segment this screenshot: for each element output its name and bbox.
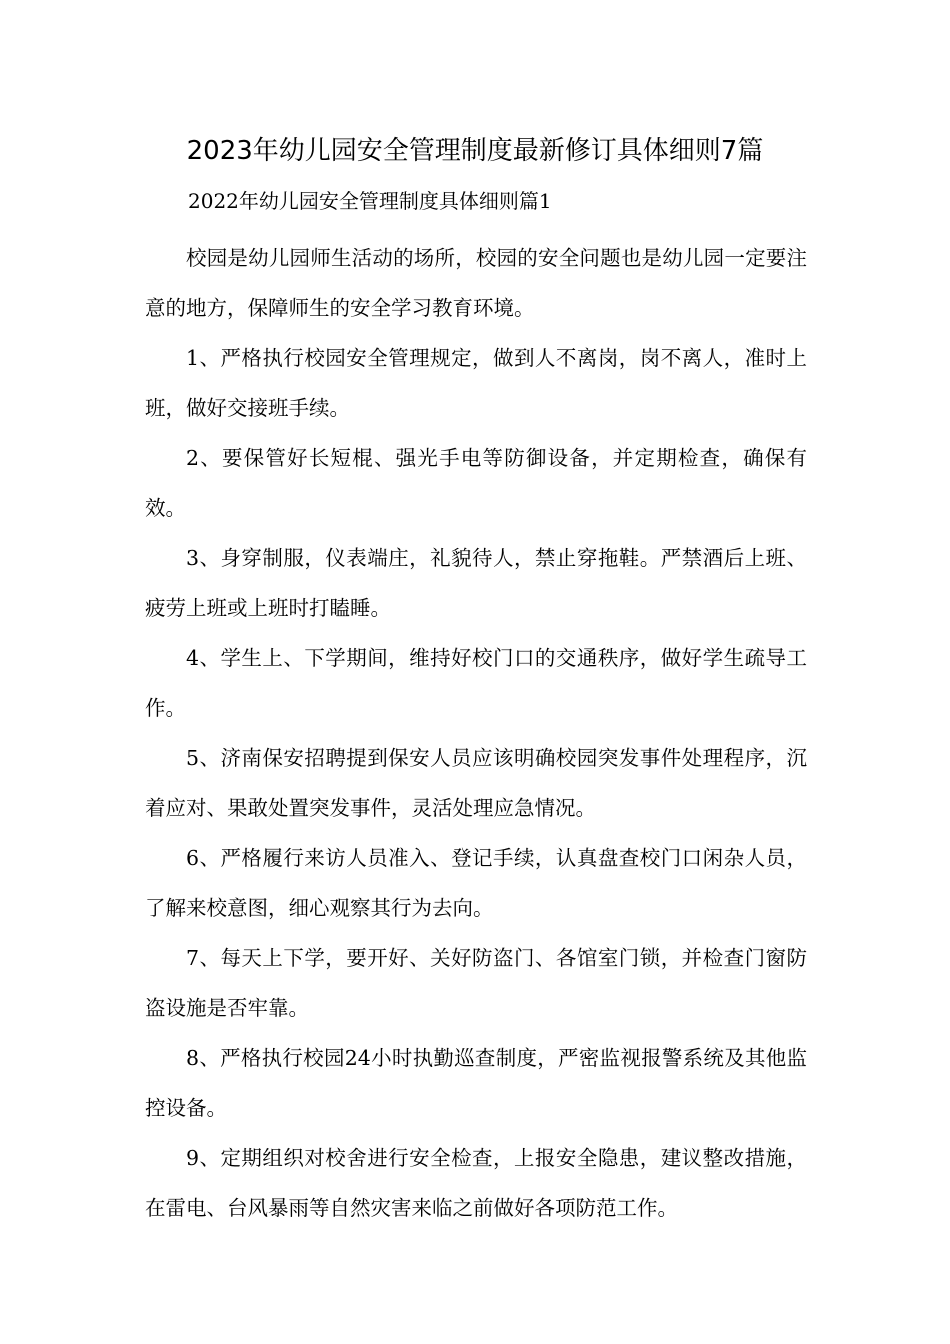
section-heading: 2022年幼儿园安全管理制度具体细则篇1	[188, 189, 552, 213]
paragraph-item-6: 6、严格履行来访人员准入、登记手续，认真盘查校门口闲杂人员，了解来校意图，细心观察其行为去向。	[145, 846, 807, 920]
paragraph-item-5: 5、济南保安招聘提到保安人员应该明确校园突发事件处理程序，沉着应对、果敢处置突发事件，灵活处理应急情况。	[145, 746, 807, 820]
document-title: 2023年幼儿园安全管理制度最新修订具体细则7篇	[186, 136, 764, 166]
paragraph-item-8: 8、严格执行校园24小时执勤巡查制度，严密监视报警系统及其他监控设备。	[145, 1046, 807, 1120]
paragraph-item-7: 7、每天上下学，要开好、关好防盗门、各馆室门锁，并检查门窗防盗设施是否牢靠。	[145, 946, 807, 1020]
document-body	[145, 233, 807, 1233]
paragraph-item-1: 1、严格执行校园安全管理规定，做到人不离岗，岗不离人，准时上班，做好交接班手续。	[145, 346, 807, 420]
paragraph-item-3: 3、身穿制服，仪表端庄，礼貌待人，禁止穿拖鞋。严禁酒后上班、疲劳上班或上班时打瞌睡。	[145, 546, 807, 620]
paragraph-item-9: 9、定期组织对校舍进行安全检查，上报安全隐患，建议整改措施，在雷电、台风暴雨等自然灾害来临之前做好各项防范工作。	[145, 1146, 807, 1220]
paragraph-intro: 校园是幼儿园师生活动的场所，校园的安全问题也是幼儿园一定要注意的地方，保障师生的安全学习教育环境。	[145, 246, 807, 320]
paragraph-item-2: 2、要保管好长短棍、强光手电等防御设备，并定期检查，确保有效。	[145, 446, 807, 520]
paragraph-item-4: 4、学生上、下学期间，维持好校门口的交通秩序，做好学生疏导工作。	[145, 646, 807, 720]
